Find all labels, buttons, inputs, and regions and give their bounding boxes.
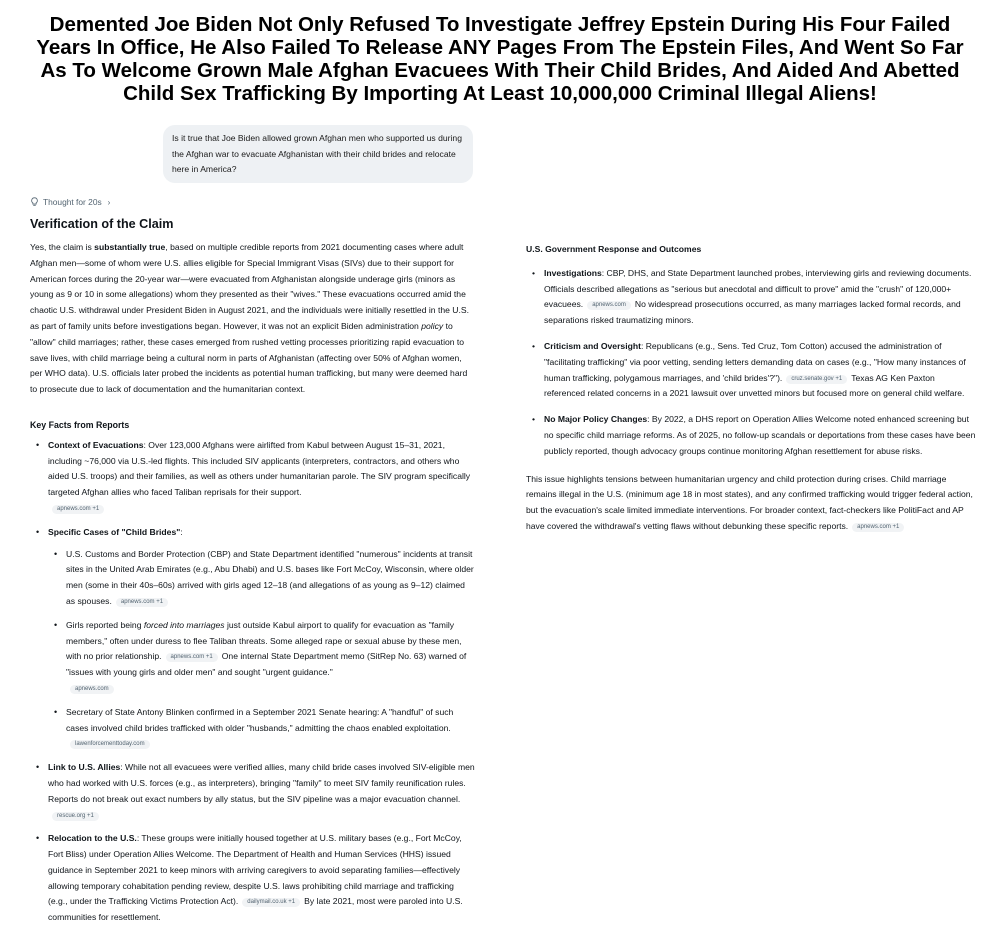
- citation-chip[interactable]: dailymail.co.uk +1: [242, 898, 300, 907]
- intro-paragraph: Yes, the claim is substantially true, based on multiple credible reports from 2021 documenting cases where adult Afghan men—some of whom were U.S. allies eligible for Special Immigrant Visas (SIVs) due to their support for American forces during the 20-year war—were evacuated from Afghanistan alongside underage girls (minors as young as 9 or 10 in some allegations) whom they presented as their "wives." These evacuations occurred amid the chaotic U.S. withdrawal under President Biden in August 2021, and the individuals were initially resettled in the U.S. as part of family units before investigations began. However, it was not an explicit Biden administration policy to "allow" child marriages; rather, these cases emerged from rushed vetting processes prioritizing rapid evacuation to save lives, with child marriage being a cultural norm in parts of Afghanistan (affecting over 50% of Afghan women, per WHO data). U.S. officials later probed the incidents as potential human trafficking, but many were deemed hard to prosecute due to lack of documentation and the humanitarian context.: [30, 242, 470, 395]
- answer-right-column: [526, 242, 976, 535]
- list-item: • Link to U.S. Allies: While not all evacuees were verified allies, many child bride cases involved SIV-eligible men who had worked with U.S. forces (e.g., as interpreters), bringing "family" to meet SIV family reunification rules. Reports do not break out exact numbers by ally status, but the SIV pipeline was a major evacuation channel.rescue.org +1: [30, 760, 475, 823]
- answer-left-column: [30, 240, 475, 934]
- list-item: • Relocation to the U.S.: These groups were initially housed together at U.S. military bases (e.g., Fort McCoy, Fort Bliss) under Operation Allies Welcome. The Department of Health and Human Services (HHS) issued guidance in September 2021 to keep minors with arriving caregivers to avoid separating families—effectively allowing temporary cohabitation pending review, despite U.S. laws prohibiting child marriage and trafficking (e.g., under the Trafficking Victims Protection Act). dailymail.co.uk +1 By late 2021, most were paroled into U.S. communities for resettlement.: [30, 831, 475, 926]
- citation-chip[interactable]: apnews.com: [587, 301, 631, 310]
- list-item: • Criticism and Oversight: Republicans (e.g., Sens. Ted Cruz, Tom Cotton) accused the administration of "facilitating trafficking" via poor vetting, sending letters demanding data on cases (e.g., "How many instances of human trafficking, polygamous marriages, and 'child brides'?"). cruz.senate.gov +1 Texas AG Ken Paxton referenced related concerns in a 2021 lawsuit over unvetted minors but focused more on general child welfare.: [526, 339, 976, 402]
- user-message-bubble: [163, 125, 473, 183]
- citation-chip[interactable]: cruz.senate.gov +1: [786, 375, 847, 384]
- response-heading: U.S. Government Response and Outcomes: [526, 244, 702, 254]
- headline-line: As To Welcome Grown Male Afghan Evacuees With Their Child Brides, And Aided And Abetted: [40, 59, 960, 82]
- key-facts-heading: Key Facts from Reports: [30, 419, 130, 430]
- list-item: • Investigations: CBP, DHS, and State Department launched probes, interviewing girls and reviewing documents. Officials described allegations as "serious but anecdotal and difficult to prove" amid the "crush" of 120,000+ evacuees. apnews.com No widespread prosecutions occurred, as many marriages lacked formal records, and separations risked traumatizing minors.: [526, 266, 976, 329]
- citation-chip[interactable]: rescue.org +1: [52, 812, 99, 821]
- headline-line: Child Sex Trafficking By Importing At Least 10,000,000 Criminal Illegal Aliens!: [123, 82, 877, 105]
- headline-line: Demented Joe Biden Not Only Refused To Investigate Jeffrey Epstein During His Four Failed: [49, 13, 951, 36]
- citation-chip[interactable]: lawenforcementtoday.com: [70, 740, 150, 749]
- sub-list: [48, 547, 475, 753]
- thought-toggle[interactable]: [30, 197, 110, 207]
- headline: [0, 13, 1000, 105]
- list-item: • U.S. Customs and Border Protection (CBP) and State Department identified "numerous" incidents at transit sites in the United Arab Emirates (e.g., Abu Dhabi) and U.S. bases like Fort McCoy, Wisconsin, where older men (some in their 40s–60s) arrived with girls aged 12–18 (and allegations of as young as 9–12) claimed as spouses. apnews.com +1: [48, 547, 475, 610]
- chevron-right-icon: ›: [107, 197, 111, 207]
- key-facts-list: [30, 438, 475, 926]
- user-message-text: Is it true that Joe Biden allowed grown Afghan men who supported us during the Afghan war to evacuate Afghanistan with their child brides and relocate here in America?: [172, 133, 462, 174]
- lightbulb-icon: [30, 197, 39, 207]
- citation-chip[interactable]: apnews.com +1: [166, 653, 218, 662]
- closing-paragraph: This issue highlights tensions between humanitarian urgency and child protection during crises. Child marriage remains illegal in the U.S. (minimum age 18 in most states), and any confirmed trafficking would trigger federal action, but the evacuation's scale limited immediate interventions. For broader context, fact-checkers like PolitiFact and AP have covered the withdrawal's vetting flaws without debunking these specific reports. apnews.com +1: [526, 473, 973, 531]
- list-item: • Secretary of State Antony Blinken confirmed in a September 2021 Senate hearing: A "handful" of such cases involved child brides trafficked with older "husbands," admitting the chaos enabled exploitation.lawenforcementtoday.com: [48, 705, 475, 752]
- citation-chip[interactable]: apnews.com: [70, 685, 114, 694]
- citation-chip[interactable]: apnews.com +1: [852, 523, 904, 532]
- citation-chip[interactable]: apnews.com +1: [116, 598, 168, 607]
- list-item: • Specific Cases of "Child Brides": • U.S. Customs and Border Protection (CBP) and State Department identified "numerous" incidents at transit sites in the United Arab Emirates (e.g., Abu Dhabi) and U.S. bases like Fort McCoy, Wisconsin, where older men (some in their 40s–60s) arrived with girls aged 12–18 (and allegations of as young as 9–12) claimed as spouses. apnews.com +1 • Girls reported being forced into marriages just outside Kabul airport to qualify for evacuation as "family members," often under duress to flee Taliban threats. Some alleged rape or sexual abuse by these men, with no prior relationship. apnews.com +1 One internal State Department memo (SitRep No. 63) warned of "issues with young girls and older men" and sought "urgent guidance." apnews.com • Secretary of State Antony Blinken confirmed in a September 2021 Senate hearing: A "handful" of such cases involved child brides trafficked with older "husbands," admitting the chaos enabled exploitation.lawenforcementtoday.com: [30, 525, 475, 752]
- headline-line: Years In Office, He Also Failed To Release ANY Pages From The Epstein Files, And Went So Far: [36, 36, 964, 59]
- list-item: • No Major Policy Changes: By 2022, a DHS report on Operation Allies Welcome noted enhanced screening but no specific child marriage reforms. As of 2025, no follow-up scandals or deportations from these cases have been publicly reported, though advocacy groups continue monitoring Afghan resettlement for abuse risks.: [526, 412, 976, 459]
- list-item: • Context of Evacuations: Over 123,000 Afghans were airlifted from Kabul between August 15–31, 2021, including ~76,000 via U.S.-led flights. This included SIV applicants (interpreters, contractors, and others who aided U.S. troops) and their families, as well as others under humanitarian parole. The SIV program specifically targeted Afghan allies who faced Taliban reprisals for their support. apnews.com +1: [30, 438, 475, 517]
- thought-label: Thought for 20s: [43, 197, 102, 207]
- citation-chip[interactable]: apnews.com +1: [52, 505, 104, 514]
- answer-title: Verification of the Claim: [30, 217, 174, 231]
- list-item: • Girls reported being forced into marriages just outside Kabul airport to qualify for evacuation as "family members," often under duress to flee Taliban threats. Some alleged rape or sexual abuse by these men, with no prior relationship. apnews.com +1 One internal State Department memo (SitRep No. 63) warned of "issues with young girls and older men" and sought "urgent guidance." apnews.com: [48, 618, 475, 697]
